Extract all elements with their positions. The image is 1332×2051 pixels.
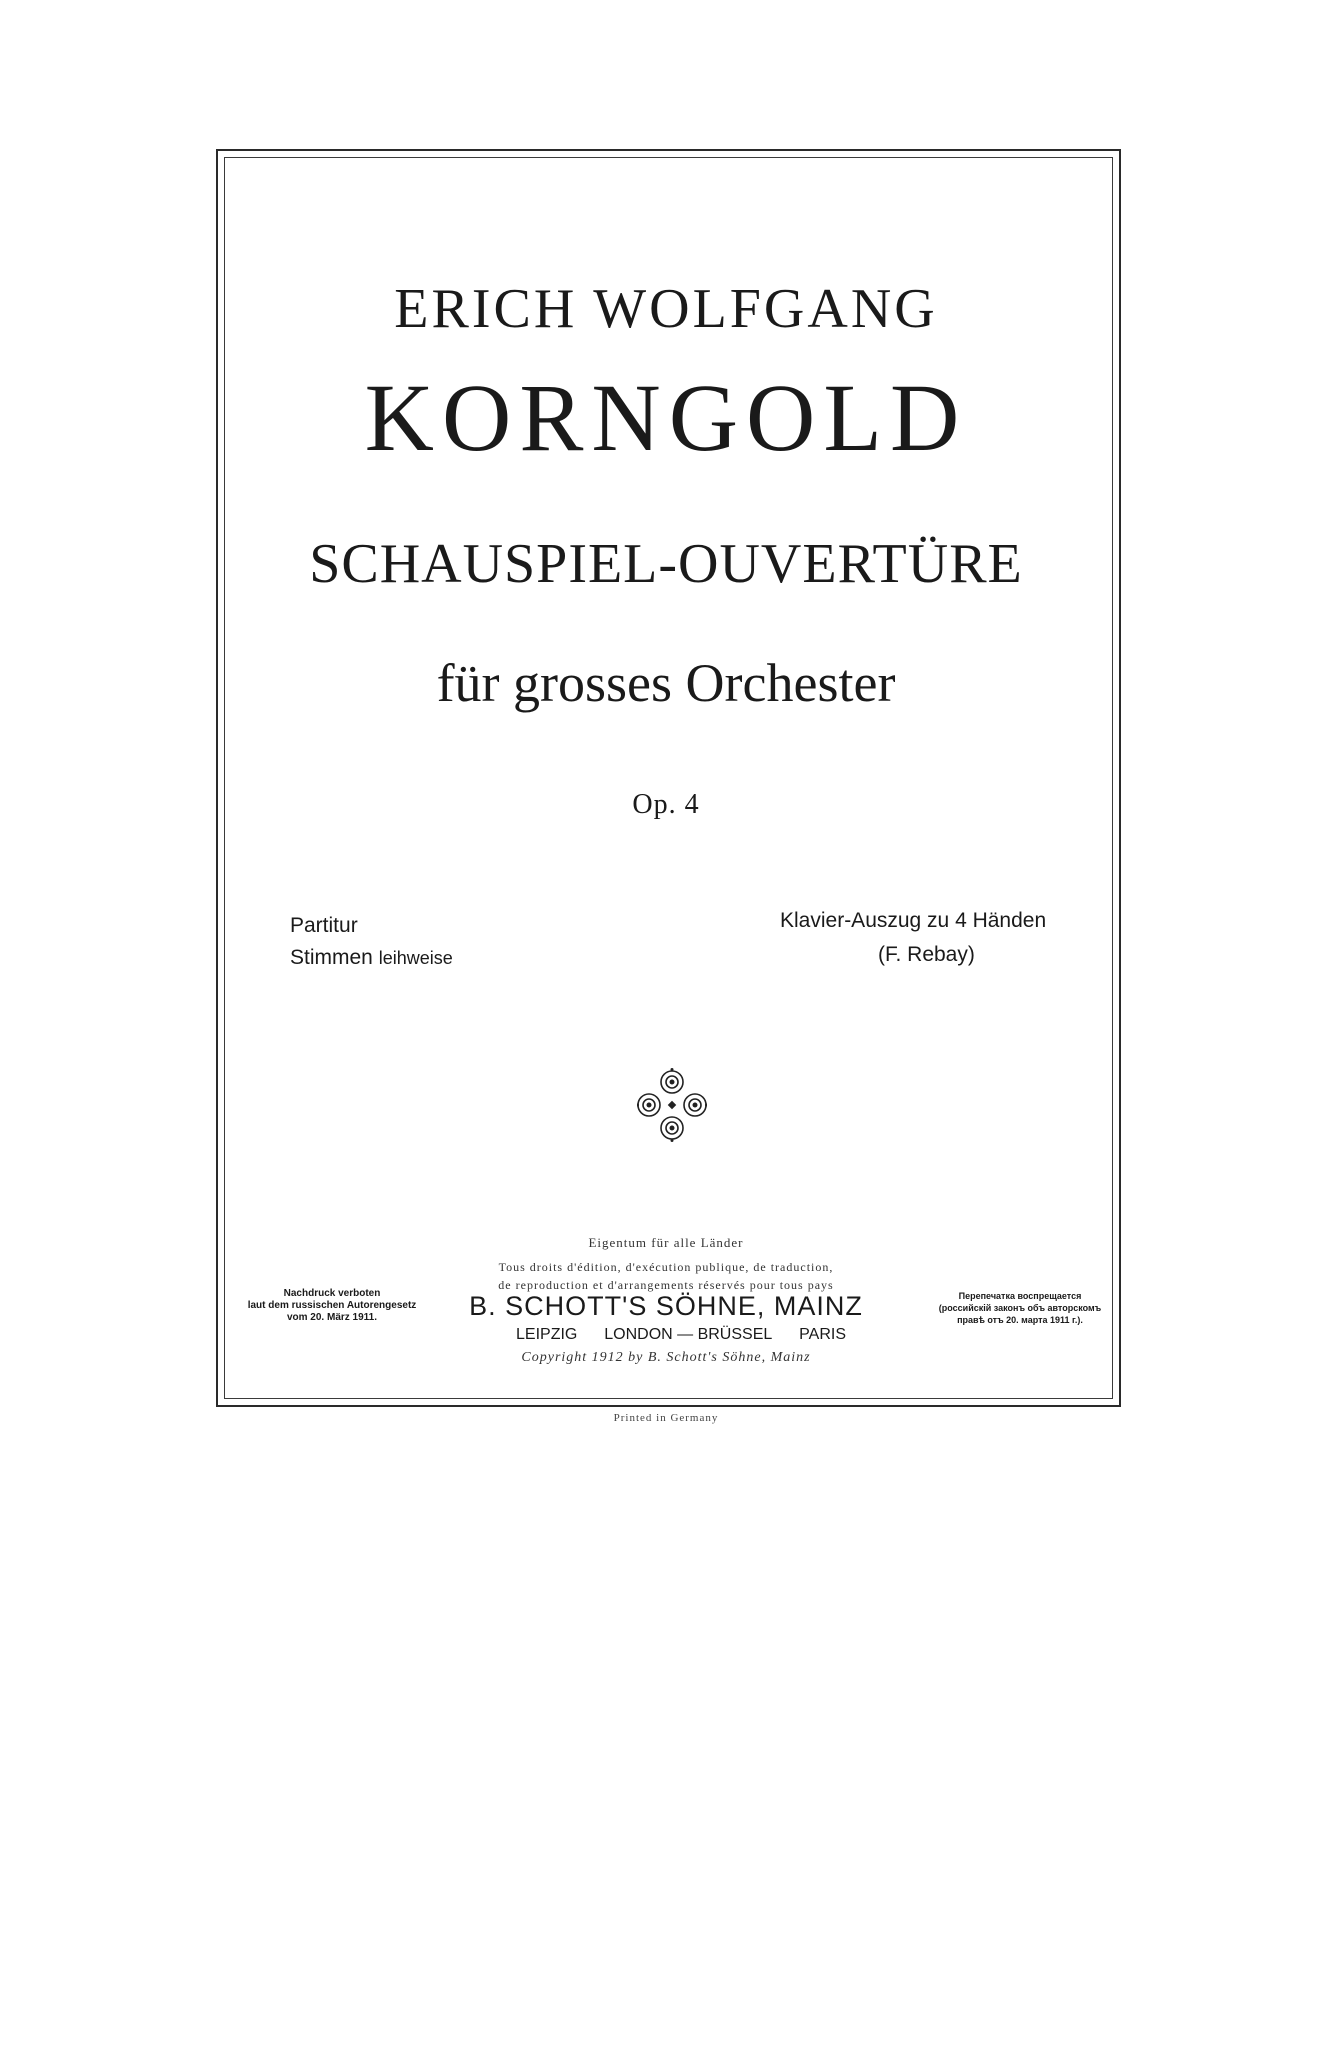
german-reprint-line: vom 20. März 1911. [286, 1312, 378, 1323]
german-reprint-notice [232, 1288, 432, 1324]
arranger-name: (F. Rebay) [878, 943, 975, 966]
parts-rental-note: leihweise [378, 948, 453, 968]
city-london-bruessel: LONDON — BRÜSSEL [604, 1326, 773, 1343]
publisher-name: B. SCHOTT'S SÖHNE, MAINZ [469, 1291, 863, 1321]
opus-number: Op. 4 [632, 789, 700, 820]
copyright-line: Copyright 1912 by B. Schott's Söhne, Mainz [521, 1350, 811, 1365]
rights-notice-line-1: Tous droits d'édition, d'exécution publique, de traduction, [498, 1260, 834, 1274]
publisher-cities [516, 1326, 846, 1344]
floral-ornament-icon [637, 1068, 707, 1142]
piano-reduction-info [780, 904, 1046, 972]
german-reprint-line: laut dem russischen Autorengesetz [247, 1300, 417, 1311]
score-availability [290, 910, 453, 974]
work-title: SCHAUSPIEL-OUVERTÜRE [309, 533, 1023, 595]
composer-last-name: KORNGOLD [364, 364, 968, 471]
russian-reprint-notice [925, 1290, 1115, 1326]
composer-first-name: ERICH WOLFGANG [394, 278, 938, 340]
russian-reprint-line: правѣ отъ 20. марта 1911 г.). [957, 1315, 1083, 1325]
work-subtitle: für grosses Orchester [436, 653, 896, 713]
score-label: Partitur [290, 914, 358, 937]
rights-notice-line-2: de reproduction et d'arrangements réservés pour tous pays [498, 1278, 834, 1292]
parts-line [290, 942, 453, 974]
parts-label: Stimmen [290, 946, 373, 969]
city-paris: PARIS [799, 1326, 846, 1343]
city-leipzig: LEIPZIG [516, 1326, 578, 1343]
property-notice: Eigentum für alle Länder [588, 1235, 744, 1250]
piano-reduction-label: Klavier-Auszug zu 4 Händen [780, 909, 1047, 932]
printed-in-notice: Printed in Germany [613, 1412, 719, 1424]
russian-reprint-line: Перепечатка воспрещается [958, 1291, 1082, 1301]
german-reprint-line: Nachdruck verboten [283, 1288, 381, 1299]
russian-reprint-line: (российскій законъ объ авторскомъ [938, 1303, 1102, 1313]
inner-frame-border [224, 157, 1113, 1399]
